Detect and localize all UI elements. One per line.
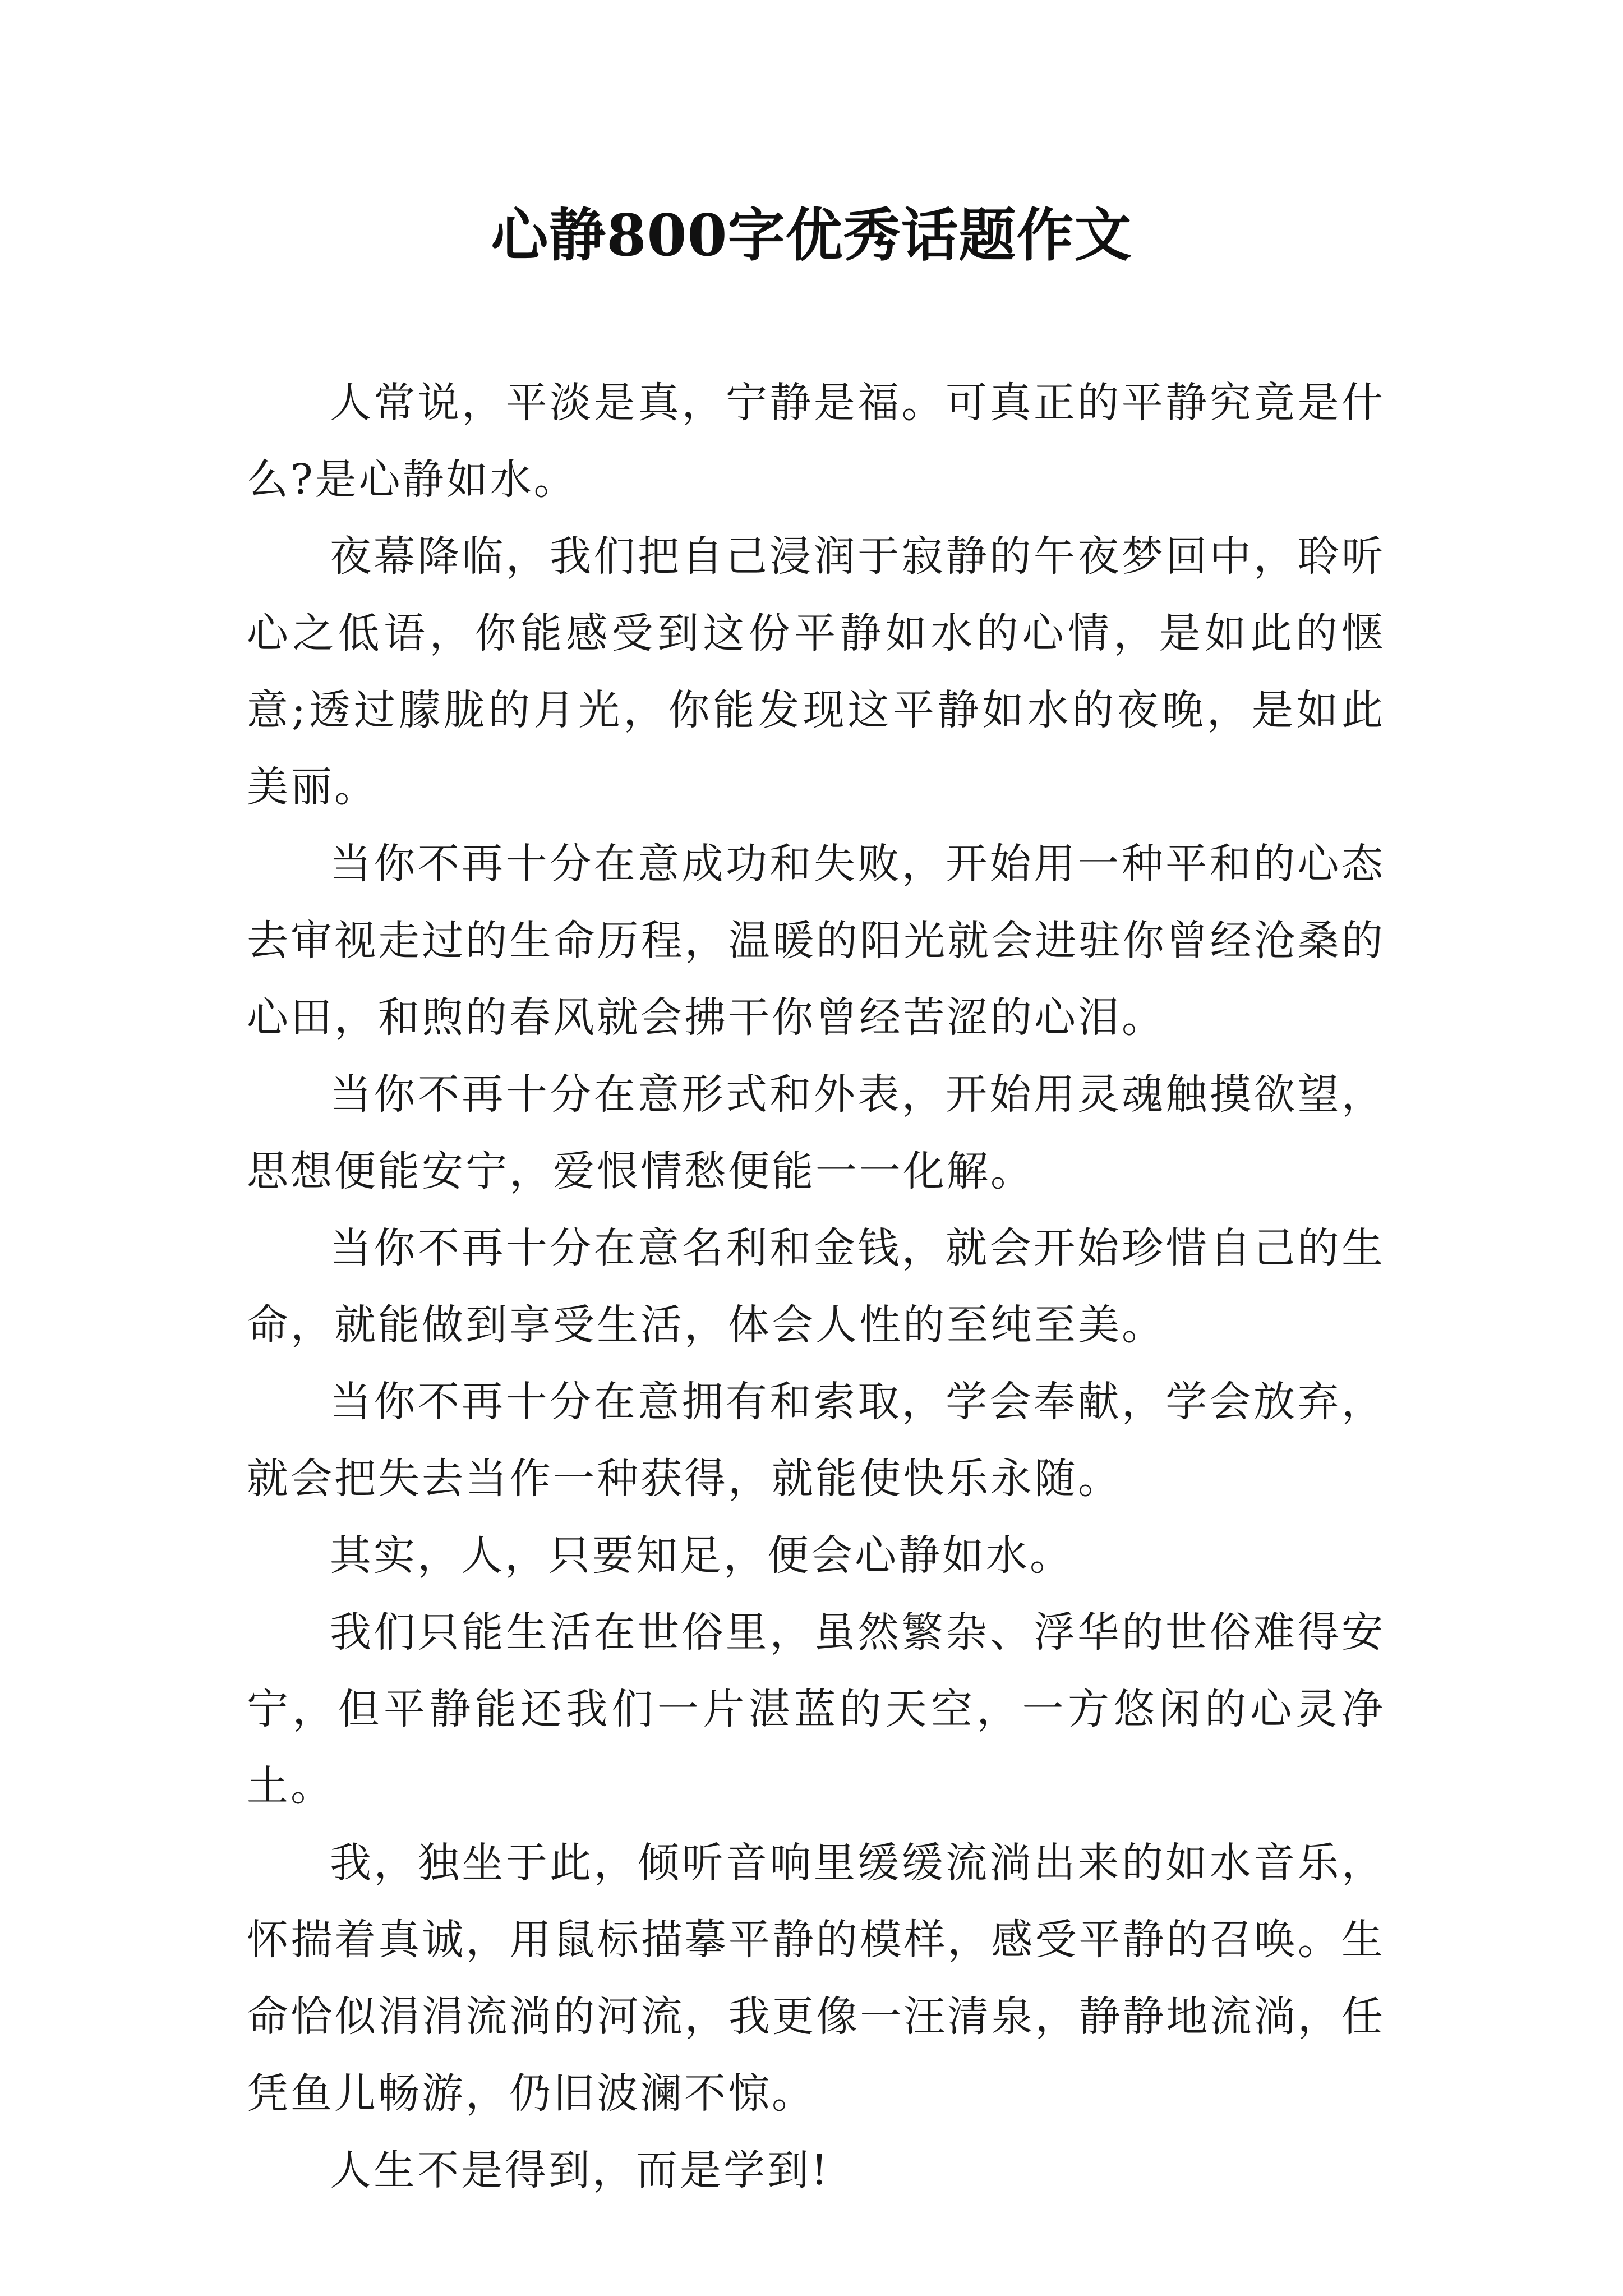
paragraph: 我，独坐于此，倾听音响里缓缓流淌出来的如水音乐，怀揣着真诚，用鼠标描摹平静的模样，感受平静的召唤。生命恰似涓涓流淌的河流，我更像一汪清泉，静静地流淌，任凭鱼儿畅游，仍旧波澜不惊。 [247,1839,1385,2118]
paragraph: 当你不再十分在意形式和外表，开始用灵魂触摸欲望，思想便能安宁，爱恨情愁便能一一化解。 [247,1070,1385,1195]
document-title: 心静800字优秀话题作文 [491,202,1132,269]
document-body [247,365,1385,2209]
paragraph: 当你不再十分在意拥有和索取，学会奉献，学会放弃，就会把失去当作一种获得，就能使快乐永随。 [247,1378,1385,1503]
paragraph: 当你不再十分在意名利和金钱，就会开始珍惜自己的生命，就能做到享受生活，体会人性的至纯至美。 [247,1224,1385,1349]
paragraph: 人常说，平淡是真，宁静是福。可真正的平静究竟是什么?是心静如水。 [247,379,1385,504]
paragraph: 人生不是得到，而是学到! [330,2146,830,2194]
paragraph: 当你不再十分在意成功和失败，开始用一种平和的心态去审视走过的生命历程，温暖的阳光就会进驻你曾经沧桑的心田，和煦的春风就会拂干你曾经苦涩的心泪。 [247,840,1385,1042]
paragraph: 我们只能生活在世俗里，虽然繁杂、浮华的世俗难得安宁，但平静能还我们一片湛蓝的天空，一方悠闲的心灵净土。 [247,1608,1385,1810]
paragraph: 夜幕降临，我们把自己浸润于寂静的午夜梦回中，聆听心之低语，你能感受到这份平静如水的心情，是如此的惬意;透过朦胧的月光，你能发现这平静如水的夜晚，是如此美丽。 [247,532,1385,811]
paragraph: 其实，人，只要知足，便会心静如水。 [330,1531,1073,1580]
